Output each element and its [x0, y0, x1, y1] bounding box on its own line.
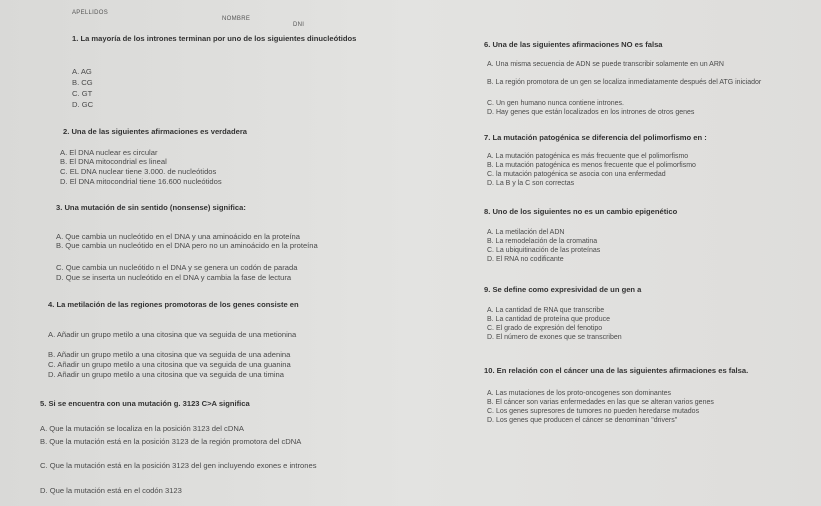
q8-option-c: C. La ubiquitinación de las proteínas: [487, 247, 601, 254]
q1-option-c: C. GT: [72, 89, 93, 98]
q3-option-a: A. Que cambia un nucleótido en el DNA y una aminoácido en la proteína: [56, 232, 300, 241]
q3-option-d: D. Que se inserta un nucleótido en el DNA y cambia la fase de lectura: [56, 273, 292, 282]
q7-option-a: A. La mutación patogénica es más frecuente que el polimorfismo: [487, 153, 689, 160]
question-9-title: 9. Se define como expresividad de un gen a: [484, 285, 642, 294]
q3-option-c: C. Que cambia un nucleótido n el DNA y se genera un codón de parada: [56, 263, 298, 272]
q1-option-a: A. AG: [72, 67, 92, 76]
q6-option-c: C. Un gen humano nunca contiene intrones.: [487, 100, 624, 107]
q4-option-b: B. Añadir un grupo metilo a una citosina que va seguida de una adenina: [48, 350, 291, 359]
q6-option-d: D. Hay genes que están localizados en los intrones de otros genes: [487, 109, 695, 116]
apellidos-label: APELLIDOS: [72, 10, 109, 16]
q8-option-a: A. La metilación del ADN: [487, 229, 565, 236]
nombre-label: NOMBRE: [222, 16, 251, 22]
q5-option-d: D. Que la mutación está en el codón 3123: [40, 486, 182, 495]
q9-option-b: B. La cantidad de proteína que produce: [487, 316, 610, 323]
question-2-title: 2. Una de las siguientes afirmaciones es verdadera: [63, 127, 248, 136]
q1-option-d: D. GC: [72, 100, 94, 109]
question-7-title: 7. La mutación patogénica se diferencia del polimorfismo en :: [484, 133, 707, 142]
q2-option-b: B. El DNA mitocondrial es lineal: [60, 157, 167, 166]
question-6-title: 6. Una de las siguientes afirmaciones NO es falsa: [484, 40, 663, 49]
q2-option-a: A. El DNA nuclear es circular: [60, 148, 158, 157]
question-4-title: 4. La metilación de las regiones promotoras de los genes consiste en: [48, 300, 299, 309]
q1-option-b: B. CG: [72, 78, 93, 87]
q5-option-c: C. Que la mutación está en la posición 3123 del gen incluyendo exones e intrones: [40, 461, 317, 470]
question-1-title: 1. La mayoría de los intrones terminan por uno de los siguientes dinucleótidos: [72, 34, 357, 43]
q10-option-d: D. Los genes que producen el cáncer se denominan "drivers": [487, 417, 678, 424]
q10-option-c: C. Los genes supresores de tumores no pueden heredarse mutados: [487, 408, 700, 415]
q9-option-c: C. El grado de expresión del fenotipo: [487, 325, 603, 332]
q5-option-a: A. Que la mutación se localiza en la posición 3123 del cDNA: [40, 424, 244, 433]
q2-option-d: D. El DNA mitocondrial tiene 16.600 nucleótidos: [60, 177, 222, 186]
q3-option-b: B. Que cambia un nucleótido en el DNA pero no un aminoácido en la proteína: [56, 241, 318, 250]
q9-option-a: A. La cantidad de RNA que transcribe: [487, 307, 605, 314]
q4-option-d: D. Añadir un grupo metilo a una citosina que va seguida de una timina: [48, 370, 284, 379]
question-8-title: 8. Uno de los siguientes no es un cambio epigenético: [484, 207, 678, 216]
dni-label: DNI: [293, 22, 305, 28]
q4-option-c: C. Añadir un grupo metilo a una citosina que va seguida de una guanina: [48, 360, 291, 369]
q8-option-d: D. El RNA no codificante: [487, 256, 564, 263]
question-5-title: 5. Si se encuentra con una mutación g. 3123 C>A significa: [40, 399, 250, 408]
q8-option-b: B. La remodelación de la cromatina: [487, 238, 598, 245]
q10-option-a: A. Las mutaciones de los proto-oncogenes son dominantes: [487, 390, 672, 397]
q5-option-b: B. Que la mutación está en la posición 3123 de la región promotora del cDNA: [40, 437, 302, 446]
question-3-title: 3. Una mutación de sin sentido (nonsense) significa:: [56, 203, 246, 212]
q7-option-c: C. la mutación patogénica se asocia con una enfermedad: [487, 171, 666, 178]
q6-option-a: A. Una misma secuencia de ADN se puede transcribir solamente en un ARN: [487, 61, 724, 68]
q7-option-d: D. La B y la C son correctas: [487, 180, 575, 187]
q10-option-b: B. El cáncer son varias enfermedades en las que se alteran varios genes: [487, 399, 714, 406]
question-10-title: 10. En relación con el cáncer una de las siguientes afirmaciones es falsa.: [484, 366, 749, 375]
q7-option-b: B. La mutación patogénica es menos frecuente que el polimorfismo: [487, 162, 696, 169]
q4-option-a: A. Añadir un grupo metilo a una citosina que va seguida de una metionina: [48, 330, 297, 339]
q6-option-b: B. La región promotora de un gen se localiza inmediatamente después del ATG iniciador: [487, 79, 762, 86]
q9-option-d: D. El número de exones que se transcriben: [487, 334, 622, 341]
q2-option-c: C. EL DNA nuclear tiene 3.000. de nucleótidos: [60, 167, 217, 176]
